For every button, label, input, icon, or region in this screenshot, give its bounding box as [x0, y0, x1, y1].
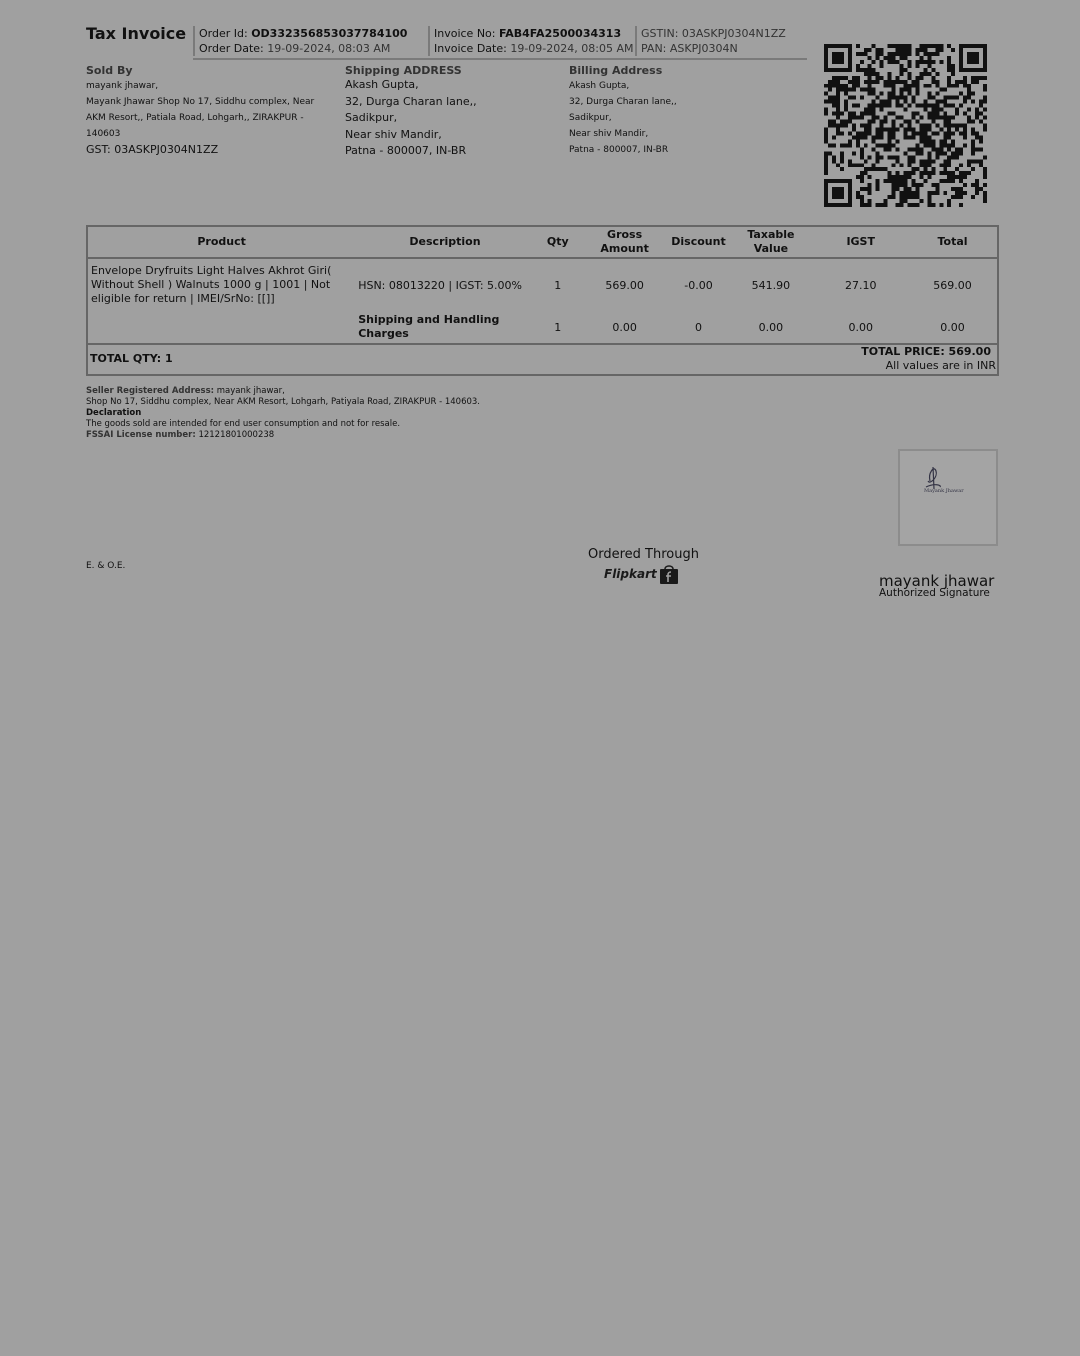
invoice-date: 19-09-2024, 08:05 AM [510, 42, 634, 55]
cell-igst: 0.00 [813, 311, 908, 344]
col-description: Description [355, 226, 535, 258]
gstin: 03ASKPJ0304N1ZZ [681, 27, 786, 40]
ordered-through: Ordered Through [588, 547, 699, 562]
total-qty: TOTAL QTY: 1 [90, 352, 173, 365]
table-header-row [87, 226, 998, 258]
order-id: OD332356853037784100 [251, 27, 408, 40]
billing-heading: Billing Address [569, 64, 663, 77]
cell-gross: 569.00 [605, 278, 644, 292]
seller-reg-name: mayank jhawar, [216, 386, 285, 396]
invoice-info [434, 26, 633, 56]
billing-address [569, 78, 779, 158]
fssai-number: 12121801000238 [198, 430, 275, 440]
billing-section [569, 64, 779, 158]
flipkart-bag-icon [659, 565, 679, 585]
gstin-label: GSTIN: [641, 27, 679, 40]
billing-line: Near shiv Mandir, [569, 129, 649, 139]
totals-row [86, 342, 999, 376]
fssai-label: FSSAI License number: [86, 430, 196, 440]
cell-total: 569.00 [908, 258, 998, 311]
seller-footer [86, 386, 786, 441]
col-gross-line1: Gross [607, 228, 643, 241]
signature-image [898, 449, 998, 546]
items-table [86, 225, 999, 345]
shipping-heading: Shipping ADDRESS [345, 64, 462, 77]
order-info [199, 26, 407, 56]
total-price: TOTAL PRICE: 569.00 [861, 345, 991, 358]
header-divider [428, 26, 430, 56]
table-row [87, 258, 998, 311]
cell-qty: 1 [535, 311, 581, 344]
pan-label: PAN: [641, 42, 667, 55]
signature-handwriting: Mayank Jhawar [924, 488, 964, 494]
shipping-address [345, 77, 555, 160]
col-taxable-value [729, 226, 814, 258]
currency-note: All values are in INR [885, 359, 996, 372]
seller-reg-label: Seller Registered Address: [86, 386, 215, 396]
order-date: 19-09-2024, 08:03 AM [267, 42, 391, 55]
shipping-line: Sadikpur, [345, 111, 398, 124]
shipping-section [345, 64, 555, 160]
billing-line: Akash Gupta, [569, 81, 630, 91]
header-divider [635, 26, 637, 56]
col-product: Product [87, 226, 355, 258]
cell-description: HSN: 08013220 | IGST: 5.00% [358, 278, 522, 292]
col-taxable-line1: Taxable [747, 228, 795, 241]
sold-by-line: Mayank Jhawar Shop No 17, Siddhu complex, Near [86, 97, 315, 107]
cell-qty: 1 [554, 278, 562, 292]
eoe-text: E. & O.E. [86, 561, 126, 571]
billing-line: Sadikpur, [569, 113, 612, 123]
sold-by-line: 140603 [86, 129, 121, 139]
cell-total: 0.00 [908, 311, 998, 344]
col-qty: Qty [535, 226, 581, 258]
col-total: Total [908, 226, 998, 258]
shipping-line: Patna - 800007, IN-BR [345, 144, 467, 157]
col-igst: IGST [813, 226, 908, 258]
signatory-name: mayank jhawar [879, 572, 995, 590]
sold-by-address [86, 78, 336, 142]
cell-taxable: 541.90 [751, 278, 791, 292]
invoice-no: FAB4FA2500034313 [499, 27, 622, 40]
declaration-text: The goods sold are intended for end user consumption and not for resale. [86, 419, 401, 429]
pan: ASKPJ0304N [669, 42, 738, 55]
order-date-label: Order Date: [199, 42, 264, 55]
seller-reg-address: Shop No 17, Siddhu complex, Near AKM Resort, Lohgarh, Patiyala Road, ZIRAKPUR - 140603. [86, 397, 481, 407]
cell-product: Envelope Dryfruits Light Halves Akhrot Giri( Without Shell ) Walnuts 1000 g | 1001 | Not eligible for return | IMEI/SrNo: [[]] [87, 258, 355, 311]
sold-by-gst: GST: 03ASKPJ0304N1ZZ [86, 143, 219, 156]
header-divider [193, 26, 195, 56]
header-underline [193, 58, 807, 60]
invoice-date-label: Invoice Date: [434, 42, 507, 55]
sold-by-heading: Sold By [86, 64, 133, 77]
flipkart-logo: Flipkart [604, 567, 657, 581]
table-row [87, 311, 998, 344]
col-discount: Discount [669, 226, 729, 258]
shipping-line: Near shiv Mandir, [345, 127, 442, 141]
col-taxable-line2: Value [753, 242, 789, 255]
cell-description: Shipping and Handling Charges [355, 311, 535, 344]
cell-discount: -0.00 [684, 278, 713, 292]
cell-gross: 0.00 [581, 311, 669, 344]
sold-by-line: AKM Resort,, Patiala Road, Lohgarh,, ZIRAKPUR - [86, 113, 304, 123]
cell-discount: 0 [669, 311, 729, 344]
signatory-title: Authorized Signature [879, 587, 990, 599]
invoice-title: Tax Invoice [86, 24, 187, 43]
sold-by-line: mayank jhawar, [86, 81, 159, 91]
cell-product [87, 311, 355, 344]
qr-code-icon [824, 44, 987, 207]
declaration-label: Declaration [86, 408, 142, 418]
billing-line: 32, Durga Charan lane,, [569, 97, 677, 107]
sold-by-section [86, 64, 336, 159]
signature-scribble-icon [900, 451, 996, 544]
tax-info [641, 26, 786, 56]
col-gross-line2: Amount [600, 242, 649, 255]
billing-line: Patna - 800007, IN-BR [569, 145, 669, 155]
order-id-label: Order Id: [199, 27, 248, 40]
col-gross-amount [581, 226, 669, 258]
cell-taxable: 0.00 [729, 311, 814, 344]
shipping-line: 32, Durga Charan lane,, [345, 94, 477, 108]
cell-igst: 27.10 [844, 278, 877, 292]
invoice-no-label: Invoice No: [434, 27, 496, 40]
shipping-line: Akash Gupta, [345, 78, 419, 91]
